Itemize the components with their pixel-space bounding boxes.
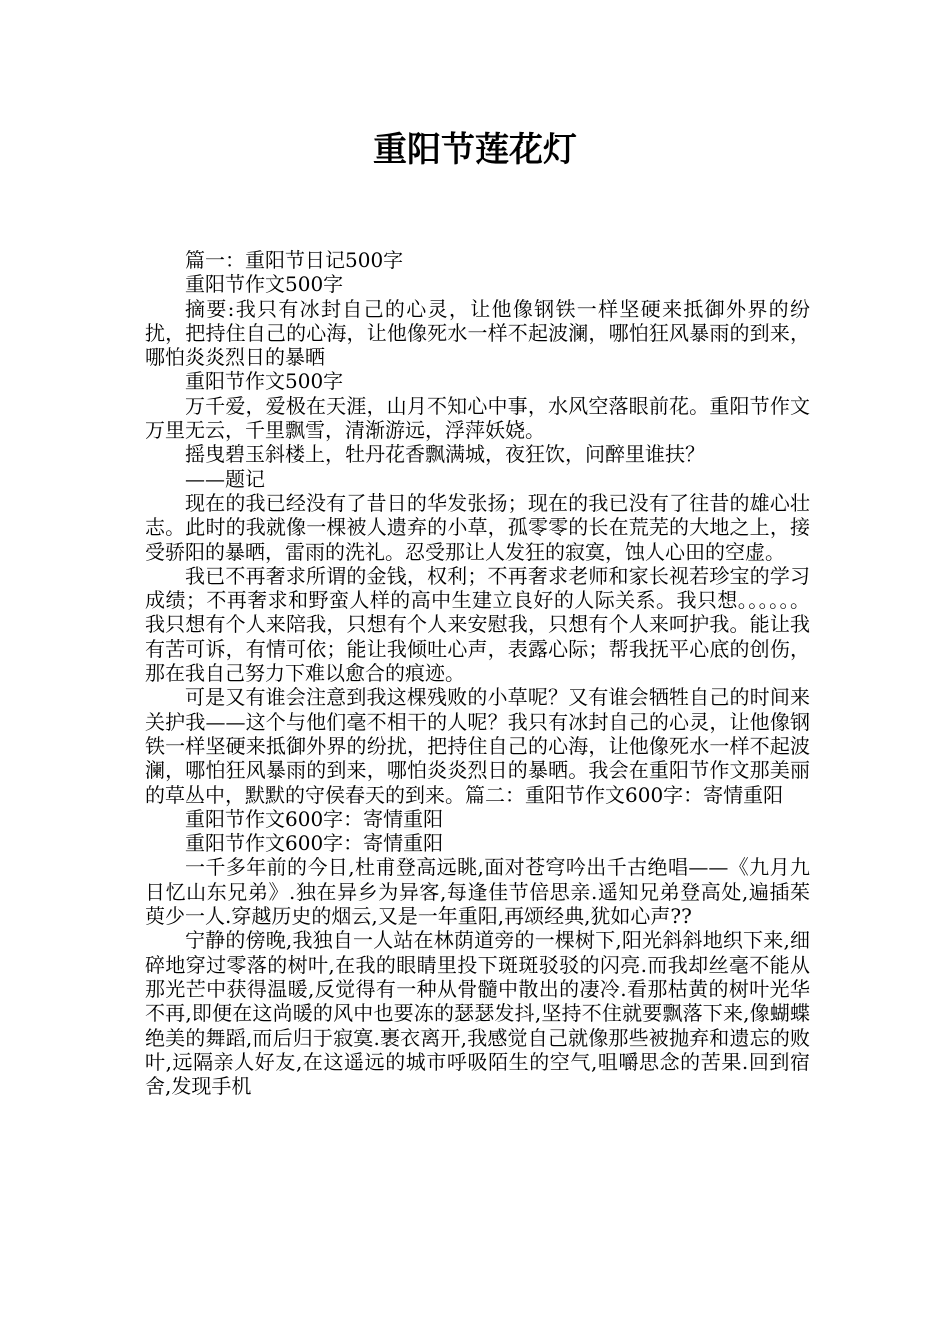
paragraph: 摘要:我只有冰封自己的心灵，让他像钢铁一样坚硬来抵御外界的纷扰，把持住自己的心海，让他像死水一样不起波澜，哪怕狂风暴雨的到来，哪怕炎炎烈日的暴晒 (145, 296, 810, 370)
paragraph: 篇一：重阳节日记500字 (185, 248, 404, 272)
paragraph: 重阳节作文600字：寄情重阳 (185, 831, 444, 856)
paragraph: ——题记 (185, 466, 265, 491)
paragraph: 重阳节作文500字 (185, 369, 344, 394)
paragraph: 重阳节作文500字 (185, 272, 344, 297)
paragraph: 摇曳碧玉斜楼上，牡丹花香飘满城，夜狂饮，问醉里谁扶？ (185, 442, 705, 467)
paragraph: 我已不再奢求所谓的金钱，权利；不再奢求老师和家长视若珍宝的学习成绩；不再奢求和野蛮人样的高中生建立良好的人际关系。我只想。。。。。。我只想有个人来陪我，只想有个人来安慰我，只想有个人来呵护我。能让我有苦可诉，有情可依；能让我倾吐心声，表露心际；帮我抚平心底的创伤，那在我自己努力下难以愈合的痕迹。 (145, 563, 810, 686)
paragraph: 宁静的傍晚,我独自一人站在林荫道旁的一棵树下,阳光斜斜地织下来,细碎地穿过零落的树叶,在我的眼睛里投下斑斑驳驳的闪亮.而我却丝毫不能从那光芒中获得温暖,反觉得有一种从骨髓中散出的凄冷.看那枯黄的树叶光华不再,即便在这尚暖的风中也要冻的瑟瑟发抖,坚持不住就要飘落下来,像蝴蝶绝美的舞蹈,而后归于寂寞.裹衣离开,我感觉自己就像那些被抛弃和遗忘的败叶,远隔亲人好友,在这遥远的城市呼吸陌生的空气,咀嚼思念的苦果.回到宿舍,发现手机 (145, 928, 810, 1099)
document-body (145, 248, 810, 1098)
document-title: 重阳节莲花灯 (373, 130, 577, 170)
paragraph: 万千爱，爱极在天涯，山月不知心中事，水风空落眼前花。重阳节作文万里无云，千里飘雪，清渐游远，浮萍妖娆。 (145, 393, 810, 443)
paragraph: 可是又有谁会注意到我这棵残败的小草呢？又有谁会牺牲自己的时间来关护我——这个与他们毫不相干的人呢？我只有冰封自己的心灵，让他像钢铁一样坚硬来抵御外界的纷扰，把持住自己的心海，让他像死水一样不起波澜，哪怕狂风暴雨的到来，哪怕炎炎烈日的暴晒。我会在重阳节作文那美丽的草丛中，默默的守侯春天的到来。篇二：重阳节作文600字：寄情重阳 (145, 685, 810, 807)
paragraph: 重阳节作文600字：寄情重阳 (185, 806, 444, 831)
paragraph: 一千多年前的今日,杜甫登高远眺,面对苍穹吟出千古绝唱——《九月九日忆山东兄弟》.独在异乡为异客,每逢佳节倍思亲.遥知兄弟登高处,遍插茱萸少一人.穿越历史的烟云,又是一年重阳,再颂经典,犹如心声?? (145, 855, 810, 929)
paragraph: 现在的我已经没有了昔日的华发张扬；现在的我已没有了往昔的雄心壮志。此时的我就像一棵被人遗弃的小草，孤零零的长在荒芜的大地之上，接受骄阳的暴晒，雷雨的洗礼。忍受那让人发狂的寂寞，蚀人心田的空虚。 (145, 490, 810, 564)
